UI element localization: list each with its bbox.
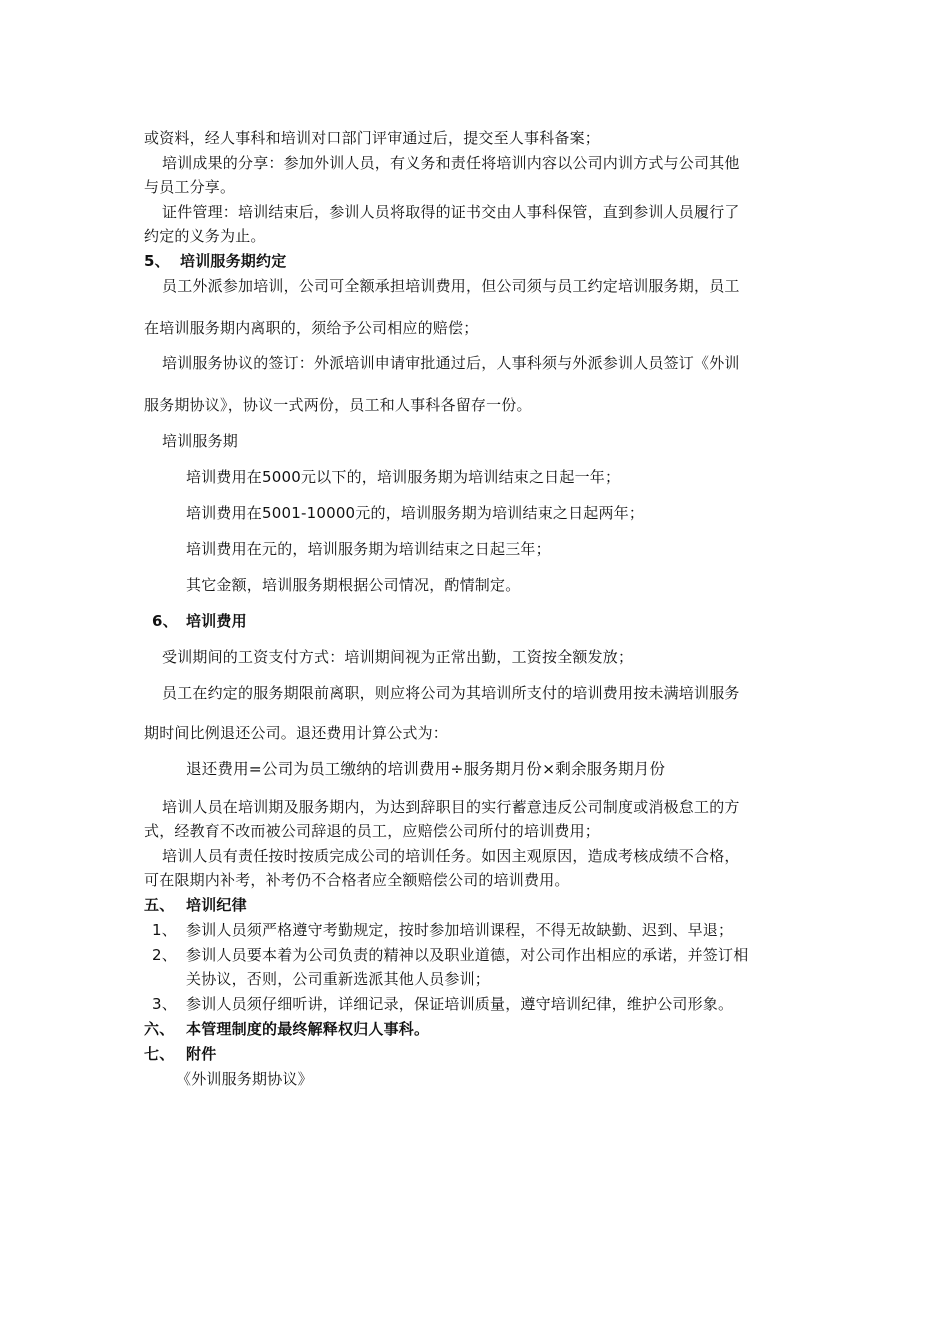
paragraph-line: 受训期间的工资支付方式：培训期间视为正常出勤，工资按全额发放； [162, 648, 634, 666]
paragraph-line: 服务期协议》，协议一式两份，员工和人事科各留存一份。 [144, 396, 532, 414]
paragraph-line: 期时间比例退还公司。退还费用计算公式为： [144, 724, 449, 742]
section-heading-6 [152, 611, 247, 631]
rule-number: 3、 [152, 995, 177, 1013]
section-title: 附件 [186, 1045, 217, 1063]
paragraph-line: 培训人员有责任按时按质完成公司的培训任务。如因主观原因，造成考核成绩不合格， [162, 847, 740, 865]
paragraph-line: 培训服务期 [162, 432, 239, 450]
list-item: 培训费用在5000元以下的，培训服务期为培训结束之日起一年； [186, 468, 621, 486]
paragraph-line: 培训成果的分享：参加外训人员，有义务和责任将培训内容以公司内训方式与公司其他 [162, 154, 740, 172]
paragraph-line: 员工在约定的服务期限前离职，则应将公司为其培训所支付的培训费用按未满培训服务 [162, 684, 740, 702]
paragraph-line: 与员工分享。 [144, 178, 236, 196]
section-title: 本管理制度的最终解释权归人事科。 [186, 1020, 430, 1038]
paragraph-line: 或资料，经人事科和培训对口部门评审通过后，提交至人事科备案； [144, 129, 601, 147]
paragraph-line: 员工外派参加培训，公司可全额承担培训费用，但公司须与员工约定培训服务期，员工 [162, 277, 740, 295]
section-title: 培训费用 [186, 612, 247, 630]
rule-number: 2、 [152, 946, 177, 964]
section-number: 六、 [144, 1020, 175, 1038]
section-number: 5、 [144, 252, 170, 270]
list-item: 其它金额，培训服务期根据公司情况，酌情制定。 [186, 576, 521, 594]
list-item: 培训费用在元的，培训服务期为培训结束之日起三年； [186, 540, 551, 558]
attachment-title: 《外训服务期协议》 [176, 1070, 313, 1088]
section-heading-six [144, 1019, 429, 1039]
section-number: 七、 [144, 1045, 175, 1063]
rule-number: 1、 [152, 921, 177, 939]
paragraph-line: 培训服务协议的签订：外派培训申请审批通过后，人事科须与外派参训人员签订《外训 [162, 354, 740, 372]
paragraph-line: 培训人员在培训期及服务期内，为达到辞职目的实行蓄意违反公司制度或消极怠工的方 [162, 798, 740, 816]
formula: 退还费用=公司为员工缴纳的培训费用÷服务期月份×剩余服务期月份 [186, 760, 666, 778]
rule-text: 参训人员须严格遵守考勤规定，按时参加培训课程，不得无故缺勤、迟到、早退； [186, 921, 734, 939]
rule-item [152, 920, 733, 940]
paragraph-line: 约定的义务为止。 [144, 227, 266, 245]
paragraph-line: 在培训服务期内离职的，须给予公司相应的赔偿； [144, 319, 479, 337]
rule-text: 参训人员要本着为公司负责的精神以及职业道德，对公司作出相应的承诺，并签订相 [186, 946, 749, 964]
section-heading-seven [144, 1044, 216, 1064]
rule-text: 参训人员须仔细听讲，详细记录，保证培训质量，遵守培训纪律，维护公司形象。 [186, 995, 734, 1013]
list-item: 培训费用在5001-10000元的，培训服务期为培训结束之日起两年； [186, 504, 645, 522]
section-number: 6、 [152, 612, 178, 630]
paragraph-line: 证件管理：培训结束后，参训人员将取得的证书交由人事科保管，直到参训人员履行了 [162, 203, 740, 221]
rule-item [152, 994, 733, 1014]
rule-text-continued: 关协议，否则，公司重新选派其他人员参训； [186, 970, 491, 988]
section-title: 培训服务期约定 [180, 252, 287, 270]
section-title: 培训纪律 [186, 896, 247, 914]
section-heading-five [144, 895, 247, 915]
paragraph-line: 可在限期内补考，补考仍不合格者应全额赔偿公司的培训费用。 [144, 871, 570, 889]
rule-item [152, 945, 748, 965]
section-heading-5 [144, 251, 286, 271]
section-number: 五、 [144, 896, 175, 914]
paragraph-line: 式，经教育不改而被公司辞退的员工，应赔偿公司所付的培训费用； [144, 822, 601, 840]
